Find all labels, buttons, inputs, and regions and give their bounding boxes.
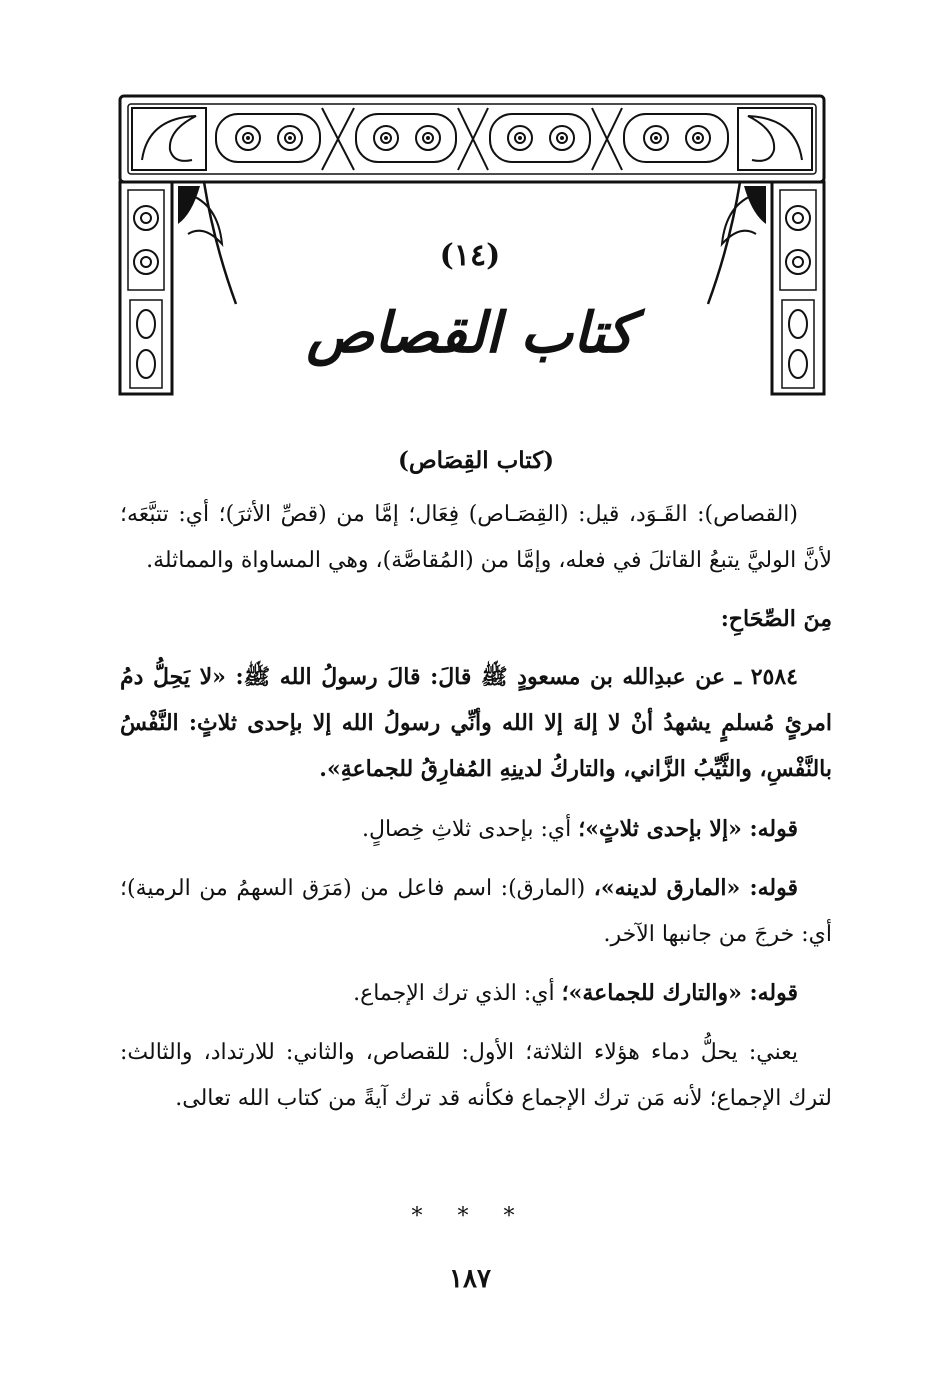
comment-paragraph bbox=[120, 806, 832, 853]
section-heading: (كتاب القِصَاص) bbox=[397, 447, 555, 474]
source-heading: مِنَ الصِّحَاحِ: bbox=[720, 606, 832, 632]
page-number: ١٨٧ bbox=[449, 1264, 491, 1294]
comment-paragraph bbox=[120, 865, 832, 958]
comment-paragraph bbox=[120, 970, 832, 1017]
comment-lead: قوله: «المارق لدينه»، bbox=[593, 875, 798, 901]
comment-lead: قوله: «والتارك للجماعة»؛ bbox=[561, 980, 798, 1006]
hadith-text: ٢٥٨٤ ـ عن عبدِالله بن مسعودٍ ﷺ قالَ: قالَ رسولُ الله ﷺ: «لا يَحِلُّ دمُ امرئٍ مُسلمٍ يشهدُ أنْ لا إلهَ إلا الله وأنِّي رسولُ الله إلا بإحدى ثلاثٍ: النَّفْسُ بالنَّفْسِ، والثَّيِّبُ الزَّاني، والتاركُ لدينِهِ المُفارِقُ للجماعةِ». bbox=[120, 664, 832, 782]
page-content bbox=[120, 438, 832, 1134]
comment-text: أي: الذي ترك الإجماع. bbox=[353, 981, 562, 1006]
comment-text: أي: بإحدى ثلاثِ خِصالٍ. bbox=[361, 817, 579, 842]
intro-paragraph: (القصاص): القَـوَد، قيل: (القِصَـاص) فِعَال؛ إمَّا من (قصِّ الأثرَ)؛ أي: تتبَّعَه؛ لأنَّ الوليَّ يتبعُ القاتلَ في فعله، وإمَّا من (المُقاصَّة)، وهي المساواة والمماثلة. bbox=[120, 502, 832, 573]
comment-text: (المارق): اسم فاعل من (مَرَق السهمُ من الرمية)؛ أي: خرجَ من جانبها الآخر. bbox=[120, 876, 832, 947]
book-number: (١٤) bbox=[439, 238, 501, 273]
comment-lead: قوله: «إلا بإحدى ثلاثٍ»؛ bbox=[578, 816, 798, 842]
comment-paragraph bbox=[120, 1029, 832, 1122]
book-title: كتاب القصاص bbox=[306, 300, 634, 366]
comment-text: يعني: يحلُّ دماء هؤلاء الثلاثة؛ الأول: للقصاص، والثاني: للارتداد، والثالث: لترك الإجماع؛ لأنه مَن ترك الإجماع فكأنه قد ترك آيةً من كتاب الله تعالى. bbox=[120, 1040, 832, 1111]
section-separator: * * * bbox=[411, 1204, 529, 1229]
